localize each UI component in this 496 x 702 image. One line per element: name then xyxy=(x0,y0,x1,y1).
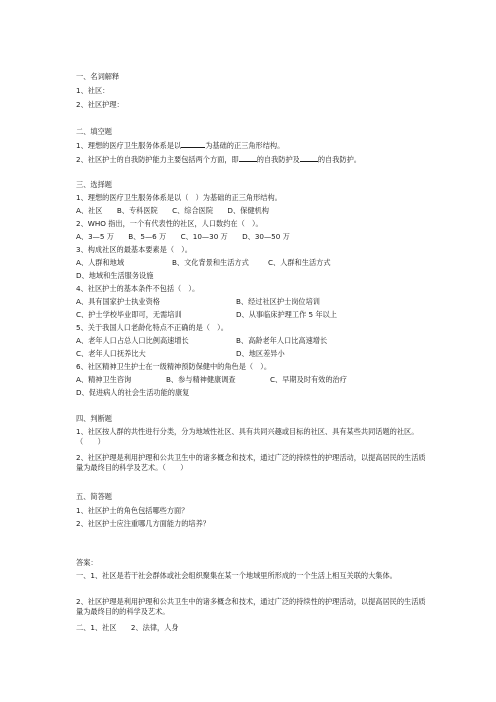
question-options: A、精神卫生咨询 B、参与精神健康调查 C、早期及时有效的治疗 xyxy=(76,375,347,384)
question-stem: 1、理想的医疗卫生服务体系是以（ ）为基础的正三角形结构。 xyxy=(76,193,282,202)
question-stem: 2、WHO 指出，一个有代表性的社区，人口数约在（ ）。 xyxy=(76,219,263,228)
answer-paragraph: 一、1、社区是若干社会群体或社会组织聚集在某一个地域里所形成的一个生活上相互关联的大集体。 xyxy=(76,571,397,580)
section-heading-1: 一、名词解释 xyxy=(76,72,120,81)
short-answer-question: 2、社区护士应注重哪几方面能力的培养？ xyxy=(76,519,210,528)
section-heading-2: 二、填空题 xyxy=(76,127,112,136)
short-answer-question: 1、社区护士的角色包括哪些方面？ xyxy=(76,506,189,515)
answers-heading: 答案： xyxy=(76,558,98,567)
fill-question-1: 1、理想的医疗卫生服务体系是以 为基础的正三角形结构。 xyxy=(76,141,285,150)
question-stem: 5、关于我国人口老龄化特点不正确的是（ ）。 xyxy=(76,323,228,332)
item-line: 1、社区： xyxy=(76,86,110,95)
question-options: C、护士学校毕业即可，无需培训 D、从事临床护理工作 5 年以上 xyxy=(76,310,337,319)
answer-paragraph: 2、社区护理是利用护理和公共卫生中的诸多概念和技术，通过广泛的持续性的护理活动，以提高居民的生活质量为最终目的的科学及艺术。 xyxy=(76,597,426,616)
question-stem: 6、社区精神卫生护士在一级精神预防保健中的角色是（ ）。 xyxy=(76,362,272,371)
answer-line: 二、1、社区 2、法律，人身 xyxy=(76,623,179,632)
item-line: 2、社区护理： xyxy=(76,100,124,109)
question-options: A、社区 B、专科医院 C、综合医院 D、保健机构 xyxy=(76,206,269,215)
judgement-question-2: 2、社区护理是利用护理和公共卫生中的诸多概念和技术，通过广泛的持续性的护理活动，以提高居民的生活质量为最终目的科学及艺术。（ ） xyxy=(76,453,426,472)
section-heading-5: 五、简答题 xyxy=(76,492,112,501)
question-options: A、人群和地域 B、文化背景和生活方式 C、人群和生活方式 xyxy=(76,258,331,267)
fill-question-2: 2、社区护士的自我防护能力主要包括两个方面，即 的自我防护及 的自我防护。 xyxy=(76,155,361,164)
judgement-question-1: 1、社区按人群的共性进行分类，分为地域性社区、具有共同兴趣或目标的社区、具有某些共同话题的社区。（ ） xyxy=(76,427,419,446)
question-options: C、老年人口抚养比大 D、地区差异小 xyxy=(76,349,285,358)
section-heading-3: 三、选择题 xyxy=(76,180,112,189)
question-stem: 4、社区护士的基本条件不包括（ ）。 xyxy=(76,284,200,293)
question-options: A、老年人口占总人口比例高速增长 B、高龄老年人口比高速增长 xyxy=(76,336,328,345)
question-options: D、促进病人的社会生活功能的康复 xyxy=(76,388,190,397)
question-stem: 3、构成社区的最基本要素是（ ）。 xyxy=(76,245,192,254)
question-options: A、3—5 万 B、5—6 万 C、10—30 万 D、30—50 万 xyxy=(76,232,290,241)
section-heading-4: 四、判断题 xyxy=(76,414,112,423)
question-options: A、具有国家护士执业资格 B、经过社区护士岗位培训 xyxy=(76,297,320,306)
question-options: D、地域和生活服务设施 xyxy=(76,271,154,280)
